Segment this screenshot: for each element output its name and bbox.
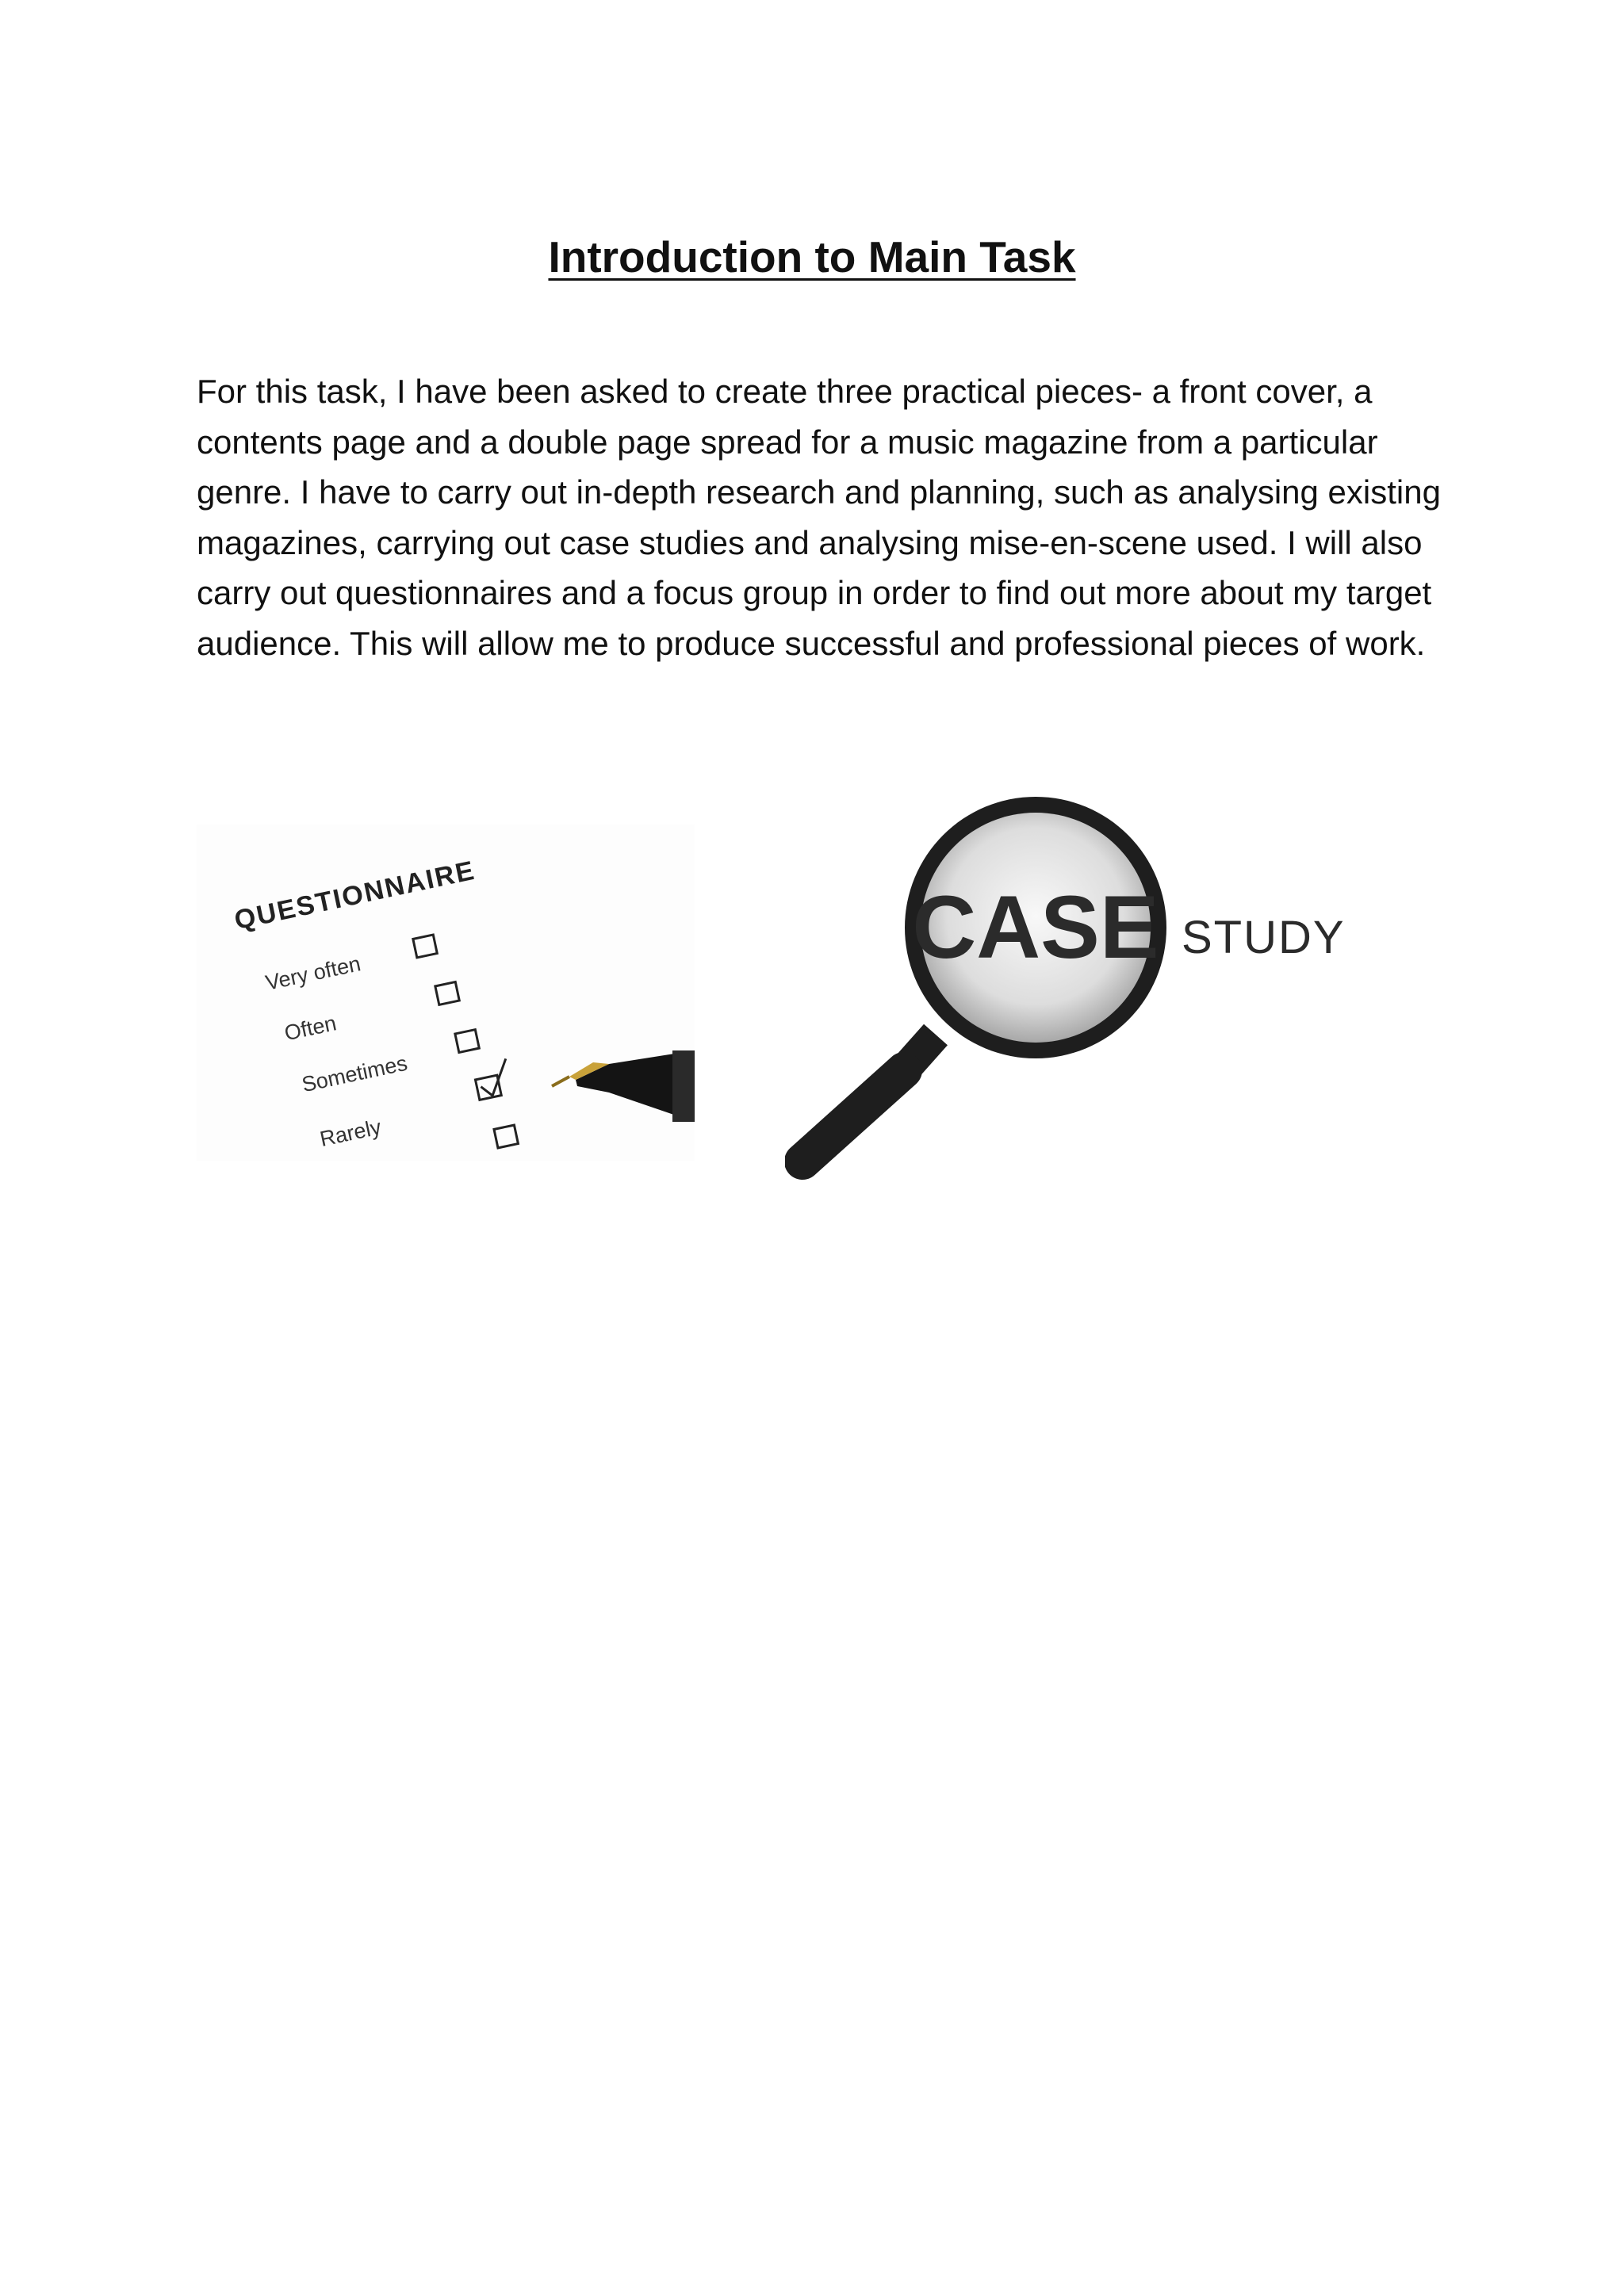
case-study-image (785, 785, 1356, 1181)
questionnaire-heading: QUESTIONNAIRE (232, 855, 478, 936)
questionnaire-image (197, 825, 695, 1161)
study-word: STUDY (1182, 912, 1346, 963)
questionnaire-option: Sometimes (299, 1050, 410, 1097)
magnifier-handle-icon (802, 1035, 936, 1161)
questionnaire-option: Often (282, 1011, 339, 1046)
case-word: CASE (912, 878, 1159, 977)
questionnaire-option: Very often (263, 951, 363, 995)
questionnaire-option: Rarely (317, 1115, 384, 1151)
page-title: Introduction to Main Task (548, 232, 1076, 281)
intro-paragraph: For this task, I have been asked to create three practical pieces- a front cover, a contents page and a double page spread for a music magazine from a particular genre. I have to carry out in-depth research and planning, such as analysing existing magazines, carrying out case studies and analysing mise-en-scene used. I will also carry out questionnaires and a focus group in order to find out more about my target audience. This will allow me to produce successful and professional pieces of work. (197, 373, 1441, 662)
